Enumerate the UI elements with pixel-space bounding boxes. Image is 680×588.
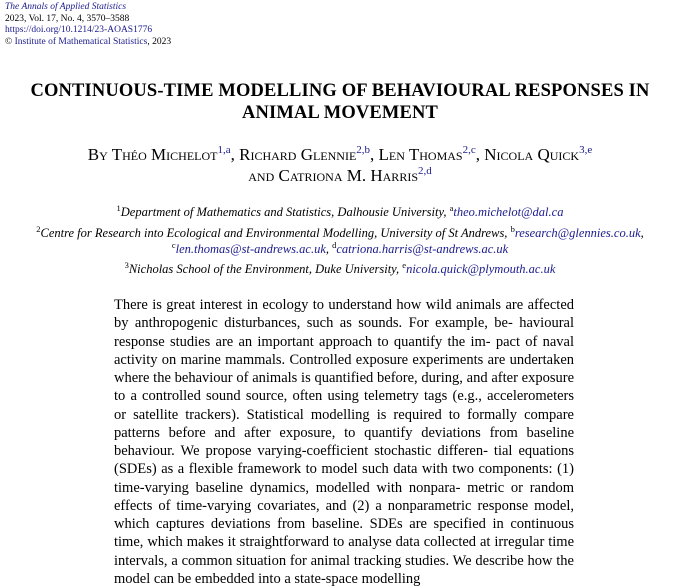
author-sup[interactable]: 2,c <box>462 144 476 156</box>
author-separator: , <box>475 145 485 164</box>
affiliation-2: $^2$Centre for Research into Ecological and Environmental Modelling, University of St Andrews, $^b$research@glennies.co.uk, <box>36 224 644 240</box>
abstract-text: and after exposure to a controlled sound source, often using telemetry tags <box>114 370 575 405</box>
abstract-text: pact of naval activity on marine mammals. Controlled exposure experiments <box>114 333 574 368</box>
affiliation-2-continued: $^c$len.thomas@st-andrews.ac.uk, $^d$catriona.harris@st-andrews.ac.uk <box>171 240 509 256</box>
doi-link[interactable]: https://doi.org/10.1214/23-AOAS1776 <box>5 25 153 35</box>
copyright-symbol: © <box>5 36 15 47</box>
abstract-text: formally compare patterns before and after exposure, to quantify deviations <box>114 406 574 441</box>
aff-number: 2 <box>36 224 41 234</box>
author-separator: , <box>230 145 240 164</box>
email-link[interactable]: theo.michelot@dal.ca <box>453 205 564 219</box>
abstract-text: metric or random effects of time-varying covariates, and (2) a nonparametric <box>114 479 574 514</box>
abstract-text: There is great interest in ecology to understand how wild animals are <box>114 297 524 313</box>
abstract-text: affected by anthropogenic disturbances, such as sounds. For example, be- <box>114 297 575 332</box>
email-link[interactable]: len.thomas@st-andrews.ac.uk <box>175 242 326 256</box>
publication-meta <box>5 2 171 48</box>
journal-name[interactable]: The Annals of Applied Statistics <box>5 2 127 12</box>
author-list <box>0 144 680 186</box>
author-name: Catriona M. Harris <box>278 166 418 185</box>
by-label: By <box>87 145 112 164</box>
author-name: Richard Glennie <box>239 145 357 164</box>
copyright-line <box>5 37 171 49</box>
aff-number: 1 <box>116 203 121 213</box>
email-link[interactable]: catriona.harris@st-andrews.ac.uk <box>336 242 509 256</box>
author-sup[interactable]: 2,d <box>418 165 432 177</box>
author-line-2 <box>0 165 680 186</box>
author-separator: , <box>370 145 379 164</box>
author-name: Len Thomas <box>378 145 463 164</box>
abstract-text: from baseline behaviour. We propose varying-coefficient stochastic differen- <box>114 424 575 459</box>
author-sup[interactable]: 2,b <box>356 144 371 156</box>
aff-text: Department of Mathematics and Statistics, Dalhousie University, <box>120 205 450 219</box>
aff-text: Nicholas School of the Environment, Duke University, <box>128 262 403 276</box>
email-link[interactable]: research@glennies.co.uk <box>514 226 641 240</box>
abstract-text: response model, which captures deviations from baseline. SDEs are specified <box>114 497 574 532</box>
abstract-text: at irregular time intervals, a common situation for animal tracking studies. <box>114 534 575 569</box>
author-line-1 <box>0 144 680 165</box>
affiliation-3 <box>0 261 680 277</box>
affiliation-1 <box>0 204 680 220</box>
paper-title <box>0 80 680 124</box>
author-name: Nicola Quick <box>484 145 580 164</box>
abstract-text: tial equations (SDEs) as a flexible framework to model such data with two <box>114 443 575 478</box>
author-name: Théo Michelot <box>111 145 218 164</box>
aff-text: Centre for Research into Ecological and Environmental Modelling, University of St Andrews, <box>40 226 511 240</box>
volume-info: 2023, Vol. 17, No. 4, 3570–3588 <box>5 13 130 24</box>
abstract-text: components: (1) time-varying baseline dynamics, modelled with nonpara- <box>114 461 574 496</box>
email-marker: c <box>171 240 176 250</box>
author-sup[interactable]: 3,e <box>579 144 593 156</box>
copyright-year: , 2023 <box>147 36 172 47</box>
copyright-institute-link[interactable]: Institute of Mathematical Statistics <box>14 36 148 47</box>
email-link[interactable]: nicola.quick@plymouth.ac.uk <box>406 262 556 276</box>
abstract-text: havioural response studies are an important approach to quantify the im- <box>114 315 575 350</box>
aff-number: 3 <box>124 260 129 270</box>
abstract-text: (e.g., accelerometers or satellite trackers). Statistical modelling is required to <box>114 388 575 423</box>
abstract-body <box>114 296 574 588</box>
and-label: and <box>248 166 279 185</box>
email-marker: e <box>402 260 407 270</box>
abstract-text: in continuous time, which makes it straightforward to analyse data collected <box>114 516 574 551</box>
title-line-2: ANIMAL MOVEMENT <box>242 103 438 123</box>
abstract-text: are undertaken where the behaviour of animals is quantified before, during, <box>114 351 575 386</box>
author-sup[interactable]: 1,a <box>217 144 231 156</box>
title-line-1: CONTINUOUS-TIME MODELLING OF BEHAVIOURAL RESPONSES IN <box>30 81 650 101</box>
email-marker: a <box>449 203 454 213</box>
email-marker: d <box>332 240 337 250</box>
email-marker: b <box>510 224 515 234</box>
abstract-text: We describe how the model can be embedded into a state-space modelling <box>114 552 574 587</box>
